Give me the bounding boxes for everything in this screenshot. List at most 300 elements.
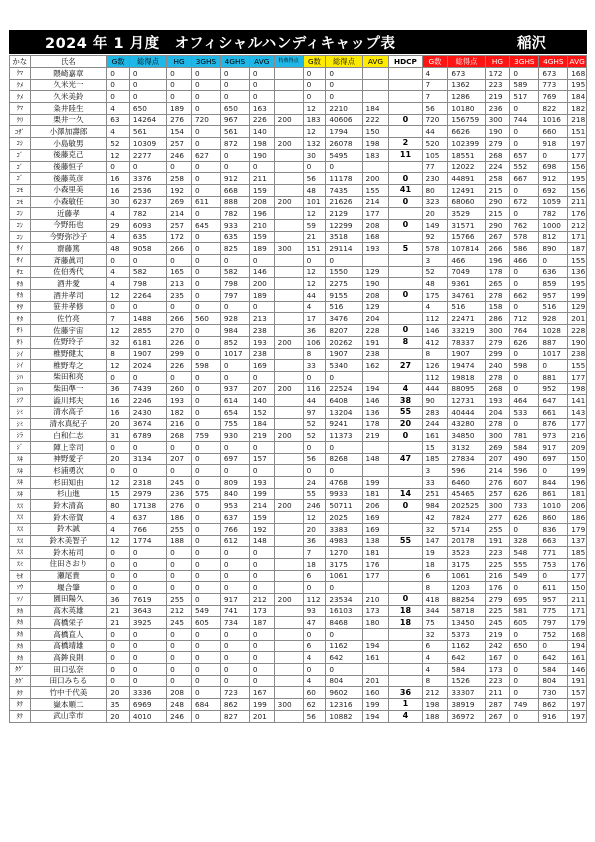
cum-4ghs-cell: 663 (539, 535, 568, 547)
cum-games-cell: 77 (422, 161, 448, 173)
month-avg-cell: 0 (249, 640, 274, 652)
bonus-cell (274, 184, 303, 196)
hdcp-games-cell: 48 (303, 184, 326, 196)
cum-4ghs-cell: 584 (539, 664, 568, 676)
month-avg-cell: 201 (249, 710, 274, 722)
cum-3ghs-cell: 0 (510, 278, 539, 290)
table-row (10, 290, 587, 302)
player-name-cell: 小澤加壽郎 (30, 126, 107, 138)
cum-total-cell: 3523 (448, 547, 485, 559)
hdcp-avg-cell: 201 (362, 675, 389, 687)
player-name-cell: 鈴木祐司 (30, 547, 107, 559)
month-hg-cell: 0 (167, 675, 192, 687)
month-4ghs-cell: 0 (220, 629, 249, 641)
hdcp-avg-cell: 176 (362, 558, 389, 570)
bonus-cell (274, 103, 303, 115)
month-3ghs-cell: 0 (191, 79, 220, 91)
kana-cell: ｽｽ (10, 547, 31, 559)
cum-4ghs-cell: 0 (539, 570, 568, 582)
cum-total-cell: 19474 (448, 360, 485, 372)
month-hg-cell: 0 (167, 79, 192, 91)
handicap-table (9, 55, 587, 723)
hdcp-total-cell: 516 (326, 301, 362, 313)
month-avg-cell: 0 (249, 675, 274, 687)
month-4ghs-cell: 852 (220, 336, 249, 348)
hdcp-avg-cell: 136 (362, 406, 389, 418)
month-total-cell: 1774 (129, 535, 166, 547)
cum-hg-cell: 300 (485, 500, 510, 512)
player-name-cell: 高木英雄 (30, 605, 107, 617)
hdcp-total-cell: 0 (326, 255, 362, 267)
table-row (10, 103, 587, 115)
month-3ghs-cell: 0 (191, 243, 220, 255)
cum-hg-cell: 290 (485, 196, 510, 208)
month-3ghs-cell: 0 (191, 301, 220, 313)
bonus-cell (274, 675, 303, 687)
month-3ghs-cell: 0 (191, 640, 220, 652)
month-hg-cell: 245 (167, 617, 192, 629)
hdcp-avg-cell: 222 (362, 114, 389, 126)
cum-avg-cell: 151 (568, 126, 587, 138)
header-cum-hg: HG (485, 56, 510, 68)
hdcp-games-cell: 0 (303, 79, 326, 91)
month-games-cell: 48 (107, 243, 130, 255)
cum-hg-cell: 300 (485, 114, 510, 126)
hdcp-total-cell: 8207 (326, 325, 362, 337)
cum-hg-cell: 299 (485, 348, 510, 360)
hdcp-avg-cell (362, 664, 389, 676)
month-hg-cell: 0 (167, 547, 192, 559)
hdcp-cell (389, 442, 422, 454)
month-4ghs-cell: 862 (220, 699, 249, 711)
cum-games-cell: 8 (422, 348, 448, 360)
header-cum-avg: AVG (569, 56, 585, 66)
hdcp-cell: 55 (389, 535, 422, 547)
kana-cell: ｼﾊ (10, 371, 31, 383)
month-3ghs-cell: 0 (191, 664, 220, 676)
month-4ghs-cell: 984 (220, 325, 249, 337)
month-4ghs-cell: 0 (220, 360, 249, 372)
player-name-cell: 酒井孝司 (30, 290, 107, 302)
hdcp-total-cell: 0 (326, 371, 362, 383)
hdcp-avg-cell: 169 (362, 523, 389, 535)
table-row (10, 79, 587, 91)
cum-hg-cell: 215 (485, 184, 510, 196)
month-games-cell: 0 (107, 664, 130, 676)
cum-hg-cell: 214 (485, 465, 510, 477)
table-row (10, 687, 587, 699)
cum-3ghs-cell: 0 (510, 675, 539, 687)
month-total-cell: 2246 (129, 395, 166, 407)
bonus-cell (274, 208, 303, 220)
bonus-cell (274, 535, 303, 547)
cum-avg-cell: 209 (568, 442, 587, 454)
cum-hg-cell: 215 (485, 208, 510, 220)
hdcp-games-cell: 36 (303, 535, 326, 547)
cum-total-cell: 516 (448, 301, 485, 313)
hdcp-total-cell: 0 (326, 79, 362, 91)
cum-4ghs-cell: 647 (539, 395, 568, 407)
month-avg-cell: 169 (249, 360, 274, 372)
table-row (10, 68, 587, 80)
month-4ghs-cell: 0 (220, 68, 249, 80)
cum-games-cell: 56 (422, 103, 448, 115)
hdcp-cell (389, 301, 422, 313)
kana-cell: ｺﾞ (10, 161, 31, 173)
cum-avg-cell: 199 (568, 290, 587, 302)
hdcp-cell (389, 91, 422, 103)
cum-hg-cell: 268 (485, 383, 510, 395)
cum-hg-cell: 278 (485, 290, 510, 302)
header-row (10, 56, 587, 68)
bonus-cell (274, 465, 303, 477)
month-total-cell: 0 (129, 301, 166, 313)
month-3ghs-cell: 759 (191, 430, 220, 442)
sheet-title-bar (9, 30, 587, 54)
player-name-cell: 柴田準一 (30, 383, 107, 395)
hdcp-avg-cell: 161 (362, 652, 389, 664)
month-3ghs-cell: 627 (191, 149, 220, 161)
table-row (10, 629, 587, 641)
cum-avg-cell: 191 (568, 675, 587, 687)
kana-cell: ｼｲ (10, 360, 31, 372)
cum-3ghs-cell: 0 (510, 184, 539, 196)
month-total-cell: 6181 (129, 336, 166, 348)
cum-games-cell: 4 (422, 68, 448, 80)
month-total-cell: 0 (129, 371, 166, 383)
kana-cell: ｽｽ (10, 523, 31, 535)
cum-4ghs-cell: 0 (539, 149, 568, 161)
cum-4ghs-cell: 957 (539, 290, 568, 302)
month-avg-cell: 152 (249, 406, 274, 418)
player-name-cell: 椎野寿之 (30, 360, 107, 372)
hdcp-games-cell: 0 (303, 255, 326, 267)
cum-games-cell: 161 (422, 430, 448, 442)
cum-4ghs-cell: 918 (539, 138, 568, 150)
hdcp-total-cell: 4983 (326, 535, 362, 547)
month-games-cell: 21 (107, 617, 130, 629)
cum-games-cell: 3 (422, 255, 448, 267)
cum-games-cell: 19 (422, 547, 448, 559)
hdcp-cell: 0 (389, 290, 422, 302)
month-hg-cell: 255 (167, 523, 192, 535)
cum-total-cell: 78337 (448, 336, 485, 348)
hdcp-cell (389, 465, 422, 477)
hdcp-cell: 11 (389, 149, 422, 161)
hdcp-cell: 0 (389, 114, 422, 126)
hdcp-total-cell: 2025 (326, 512, 362, 524)
cum-4ghs-cell: 860 (539, 512, 568, 524)
cum-avg-cell: 186 (568, 512, 587, 524)
cum-hg-cell: 258 (485, 173, 510, 185)
month-avg-cell: 0 (249, 79, 274, 91)
month-4ghs-cell: 635 (220, 231, 249, 243)
month-4ghs-cell: 912 (220, 173, 249, 185)
kana-cell: ｺﾝ (10, 219, 31, 231)
table-row (10, 126, 587, 138)
hdcp-total-cell: 0 (326, 442, 362, 454)
month-4ghs-cell: 614 (220, 395, 249, 407)
month-total-cell: 7439 (129, 383, 166, 395)
month-4ghs-cell: 0 (220, 371, 249, 383)
kana-cell: ｽｷ (10, 477, 31, 489)
kana-cell: ｺｻﾞ (10, 126, 31, 138)
cum-avg-cell: 177 (568, 371, 587, 383)
hdcp-games-cell: 6 (303, 570, 326, 582)
bonus-cell (274, 278, 303, 290)
month-games-cell: 15 (107, 488, 130, 500)
cum-hg-cell: 279 (485, 336, 510, 348)
table-row (10, 336, 587, 348)
hdcp-avg-cell: 184 (362, 103, 389, 115)
table-row (10, 675, 587, 687)
month-3ghs-cell: 0 (191, 126, 220, 138)
header-hdcp-total: 総得点 (326, 56, 362, 68)
month-total-cell: 3376 (129, 173, 166, 185)
cum-total-cell: 38919 (448, 699, 485, 711)
cum-avg-cell: 199 (568, 465, 587, 477)
cum-4ghs-cell: 0 (539, 465, 568, 477)
cum-avg-cell: 143 (568, 406, 587, 418)
month-avg-cell: 159 (249, 231, 274, 243)
month-avg-cell: 226 (249, 114, 274, 126)
hdcp-games-cell: 0 (303, 664, 326, 676)
cum-hg-cell: 176 (485, 582, 510, 594)
month-total-cell: 0 (129, 547, 166, 559)
hdcp-games-cell: 33 (303, 360, 326, 372)
cum-3ghs-cell: 517 (510, 91, 539, 103)
hdcp-cell (389, 477, 422, 489)
cum-avg-cell: 146 (568, 664, 587, 676)
table-row (10, 593, 587, 605)
month-total-cell: 0 (129, 255, 166, 267)
cum-avg-cell: 197 (568, 138, 587, 150)
table-row (10, 91, 587, 103)
hdcp-cell (389, 79, 422, 91)
header-hdcp: HDCP (389, 56, 422, 68)
cum-hg-cell: 172 (485, 68, 510, 80)
cum-games-cell: 444 (422, 383, 448, 395)
hdcp-total-cell: 22524 (326, 383, 362, 395)
table-row (10, 512, 587, 524)
month-total-cell: 3674 (129, 418, 166, 430)
hdcp-games-cell: 36 (303, 325, 326, 337)
cum-avg-cell: 156 (568, 161, 587, 173)
hdcp-avg-cell: 138 (362, 535, 389, 547)
month-games-cell: 8 (107, 348, 130, 360)
cum-total-cell: 33307 (448, 687, 485, 699)
cum-3ghs-cell: 650 (510, 640, 539, 652)
cum-3ghs-cell: 533 (510, 406, 539, 418)
month-games-cell: 4 (107, 103, 130, 115)
kana-cell: ﾀｹ (10, 710, 31, 722)
header-kana: かな (10, 56, 31, 68)
month-avg-cell: 193 (249, 336, 274, 348)
hdcp-games-cell: 93 (303, 605, 326, 617)
month-hg-cell: 269 (167, 196, 192, 208)
kana-cell: ｼﾊ (10, 383, 31, 395)
month-4ghs-cell: 582 (220, 266, 249, 278)
month-3ghs-cell: 0 (191, 465, 220, 477)
month-3ghs-cell: 0 (191, 348, 220, 360)
cum-games-cell: 92 (422, 231, 448, 243)
month-hg-cell: 0 (167, 371, 192, 383)
cum-4ghs-cell: 661 (539, 406, 568, 418)
hdcp-cell: 27 (389, 360, 422, 372)
cum-hg-cell: 193 (485, 395, 510, 407)
hdcp-games-cell: 18 (303, 558, 326, 570)
month-games-cell: 12 (107, 325, 130, 337)
cum-total-cell: 5373 (448, 629, 485, 641)
hdcp-games-cell: 8 (303, 348, 326, 360)
hdcp-games-cell: 183 (303, 114, 326, 126)
cum-hg-cell: 266 (485, 243, 510, 255)
month-hg-cell: 0 (167, 465, 192, 477)
cum-4ghs-cell: 890 (539, 243, 568, 255)
month-games-cell: 63 (107, 114, 130, 126)
hdcp-total-cell: 26078 (326, 138, 362, 150)
cum-total-cell: 466 (448, 255, 485, 267)
player-name-cell: 園田陽久 (30, 593, 107, 605)
month-games-cell: 12 (107, 477, 130, 489)
hdcp-games-cell: 101 (303, 196, 326, 208)
table-row (10, 325, 587, 337)
month-avg-cell: 0 (249, 570, 274, 582)
month-hg-cell: 208 (167, 687, 192, 699)
month-4ghs-cell: 0 (220, 79, 249, 91)
cum-avg-cell: 141 (568, 395, 587, 407)
bonus-cell (274, 313, 303, 325)
month-hg-cell: 0 (167, 301, 192, 313)
cum-avg-cell: 196 (568, 477, 587, 489)
hdcp-games-cell: 7 (303, 547, 326, 559)
hdcp-total-cell: 16103 (326, 605, 362, 617)
month-avg-cell: 190 (249, 149, 274, 161)
cum-3ghs-cell: 0 (510, 138, 539, 150)
cum-avg-cell: 197 (568, 699, 587, 711)
player-name-cell: 杉山進 (30, 488, 107, 500)
cum-games-cell: 8 (422, 582, 448, 594)
month-games-cell: 4 (107, 208, 130, 220)
table-row (10, 231, 587, 243)
bonus-cell: 200 (274, 593, 303, 605)
cum-3ghs-cell: 662 (510, 290, 539, 302)
month-4ghs-cell: 0 (220, 161, 249, 173)
hdcp-cell: 0 (389, 325, 422, 337)
header-month-avg: AVG (249, 56, 274, 68)
hdcp-total-cell: 0 (326, 68, 362, 80)
cum-hg-cell: 276 (485, 477, 510, 489)
month-total-cell: 0 (129, 68, 166, 80)
month-avg-cell: 157 (249, 453, 274, 465)
month-total-cell: 798 (129, 278, 166, 290)
cum-hg-cell: 158 (485, 301, 510, 313)
month-4ghs-cell: 734 (220, 617, 249, 629)
hdcp-cell (389, 629, 422, 641)
kana-cell: ﾀｹ (10, 699, 31, 711)
cum-games-cell: 146 (422, 325, 448, 337)
month-hg-cell: 268 (167, 430, 192, 442)
month-4ghs-cell: 0 (220, 547, 249, 559)
cum-games-cell: 720 (422, 114, 448, 126)
month-total-cell: 6237 (129, 196, 166, 208)
bonus-cell (274, 605, 303, 617)
cum-4ghs-cell: 1016 (539, 114, 568, 126)
cum-3ghs-cell: 0 (510, 348, 539, 360)
hdcp-avg-cell: 168 (362, 231, 389, 243)
month-avg-cell: 159 (249, 512, 274, 524)
hdcp-avg-cell: 219 (362, 430, 389, 442)
table-row (10, 301, 587, 313)
cum-avg-cell: 156 (568, 184, 587, 196)
cum-3ghs-cell: 0 (510, 710, 539, 722)
cum-avg-cell: 206 (568, 500, 587, 512)
bonus-cell (274, 582, 303, 594)
cum-avg-cell: 212 (568, 219, 587, 231)
month-hg-cell: 0 (167, 652, 192, 664)
hdcp-games-cell: 52 (303, 430, 326, 442)
month-hg-cell: 260 (167, 383, 192, 395)
cum-total-cell: 9361 (448, 278, 485, 290)
month-games-cell: 0 (107, 91, 130, 103)
month-3ghs-cell: 0 (191, 173, 220, 185)
cum-games-cell: 251 (422, 488, 448, 500)
month-avg-cell: 219 (249, 430, 274, 442)
cum-games-cell: 44 (422, 126, 448, 138)
table-row (10, 640, 587, 652)
month-hg-cell: 248 (167, 699, 192, 711)
cum-total-cell: 15766 (448, 231, 485, 243)
hdcp-cell: 20 (389, 418, 422, 430)
month-games-cell: 4 (107, 523, 130, 535)
month-games-cell: 12 (107, 360, 130, 372)
cum-hg-cell: 287 (485, 699, 510, 711)
month-hg-cell: 257 (167, 138, 192, 150)
hdcp-games-cell: 12 (303, 103, 326, 115)
cum-3ghs-cell: 552 (510, 161, 539, 173)
cum-4ghs-cell: 887 (539, 336, 568, 348)
month-3ghs-cell: 0 (191, 325, 220, 337)
hdcp-avg-cell (362, 79, 389, 91)
cum-hg-cell: 190 (485, 126, 510, 138)
cum-4ghs-cell: 836 (539, 523, 568, 535)
hdcp-total-cell: 40606 (326, 114, 362, 126)
hdcp-total-cell: 21626 (326, 196, 362, 208)
hdcp-cell: 4 (389, 383, 422, 395)
hdcp-total-cell: 0 (326, 161, 362, 173)
cum-games-cell: 126 (422, 360, 448, 372)
cum-3ghs-cell: 0 (510, 582, 539, 594)
bonus-cell: 200 (274, 500, 303, 512)
kana-cell: ｻｴ (10, 266, 31, 278)
cum-4ghs-cell: 769 (539, 91, 568, 103)
player-name-cell: 今野拓也 (30, 219, 107, 231)
month-avg-cell: 187 (249, 617, 274, 629)
cum-4ghs-cell: 752 (539, 629, 568, 641)
cum-3ghs-cell: 667 (510, 173, 539, 185)
month-4ghs-cell: 0 (220, 301, 249, 313)
hdcp-games-cell: 0 (303, 161, 326, 173)
player-name-cell: 佐野玲子 (30, 336, 107, 348)
month-total-cell: 0 (129, 465, 166, 477)
month-avg-cell: 189 (249, 290, 274, 302)
kana-cell: ｻｶ (10, 278, 31, 290)
cum-games-cell: 198 (422, 699, 448, 711)
cum-avg-cell: 195 (568, 173, 587, 185)
player-name-cell: 嶽本順二 (30, 699, 107, 711)
month-3ghs-cell: 598 (191, 360, 220, 372)
cum-4ghs-cell: 1059 (539, 196, 568, 208)
